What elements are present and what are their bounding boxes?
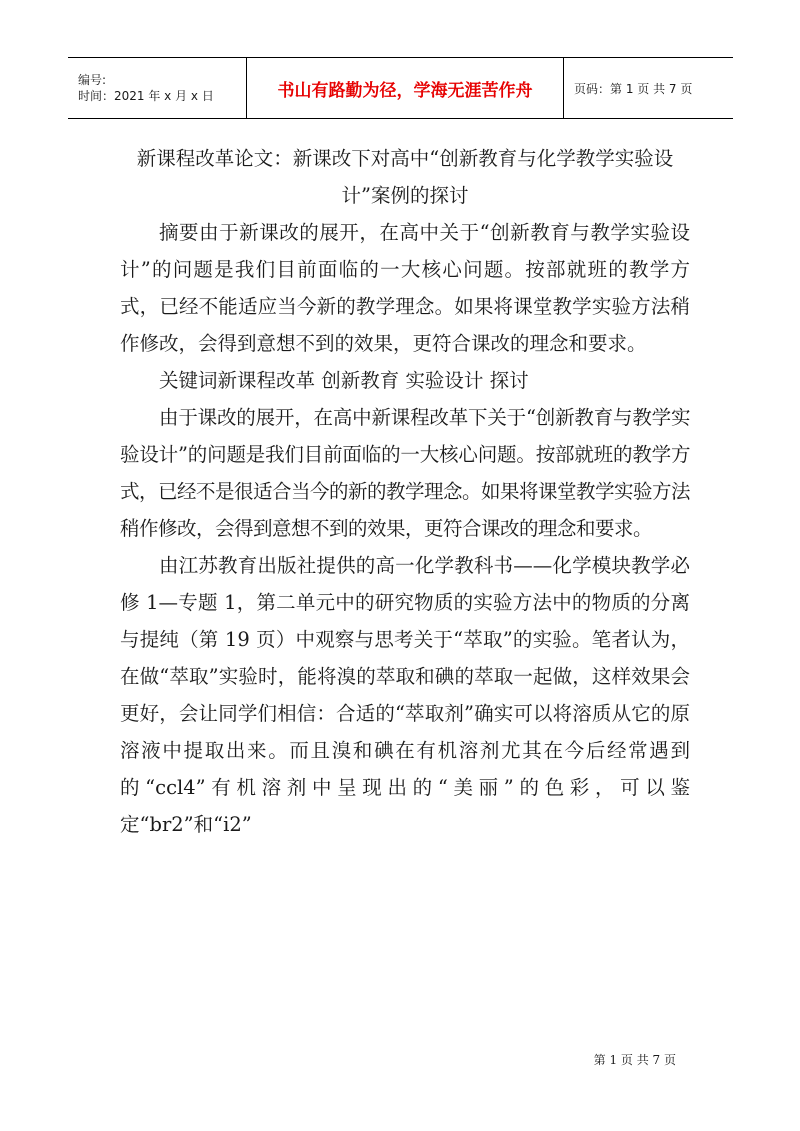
document-body (120, 140, 690, 843)
header-page-info: 页码：第 1 页 共 7 页 (574, 81, 693, 96)
page-footer: 第 1 页 共 7 页 (593, 1053, 676, 1067)
document-title: 新课程改革论文：新课改下对高中“创新教育与化学教学实验设计”案例的探讨 (136, 147, 674, 207)
abstract-paragraph: 摘要由于新课改的展开，在高中关于“创新教育与教学实验设计”的问题是我们目前面临的一大核心问题。按部就班的教学方式，已经不能适应当今新的教学理念。如果将课堂教学实验方法稍作修改，会得到意想不到的效果，更符合课改的理念和要求。 (120, 221, 690, 355)
time-label: 时间：2021 年 x 月 x 日 (78, 89, 214, 103)
body-paragraph: 由于课改的展开，在高中新课程改革下关于“创新教育与教学实验设计”的问题是我们目前面临的一大核心问题。按部就班的教学方式，已经不是很适合当今的新的教学理念。如果将课堂教学实验方法稍作修改，会得到意想不到的效果，更符合课改的理念和要求。 (120, 406, 691, 540)
number-label: 编号: (78, 73, 107, 87)
body-paragraph: 由江苏教育出版社提供的高一化学教科书——化学模块教学必修 1—专题 1，第二单元中的研究物质的实验方法中的物质的分离与提纯（第 19 页）中观察与思考关于“萃取”的实验。笔者认为，在做“萃取”实验时，能将溴的萃取和碘的萃取一起做，这样效果会更好，会让同学们相信：合适的“萃取剂”确实可以将溶质从它的原溶液中提取出来。而且溴和碘在有机溶剂尤其在今后经常遇到的“ccl4”有机溶剂中呈现出的“美丽”的色彩，可以鉴定“br2”和“i2” (120, 554, 690, 836)
header-meta (68, 58, 247, 118)
header-motto: 书山有路勤为径，学海无涯苦作舟 (247, 58, 564, 118)
keywords-paragraph: 关键词新课程改革 创新教育 实验设计 探讨 (159, 369, 529, 392)
document-header (68, 57, 733, 119)
